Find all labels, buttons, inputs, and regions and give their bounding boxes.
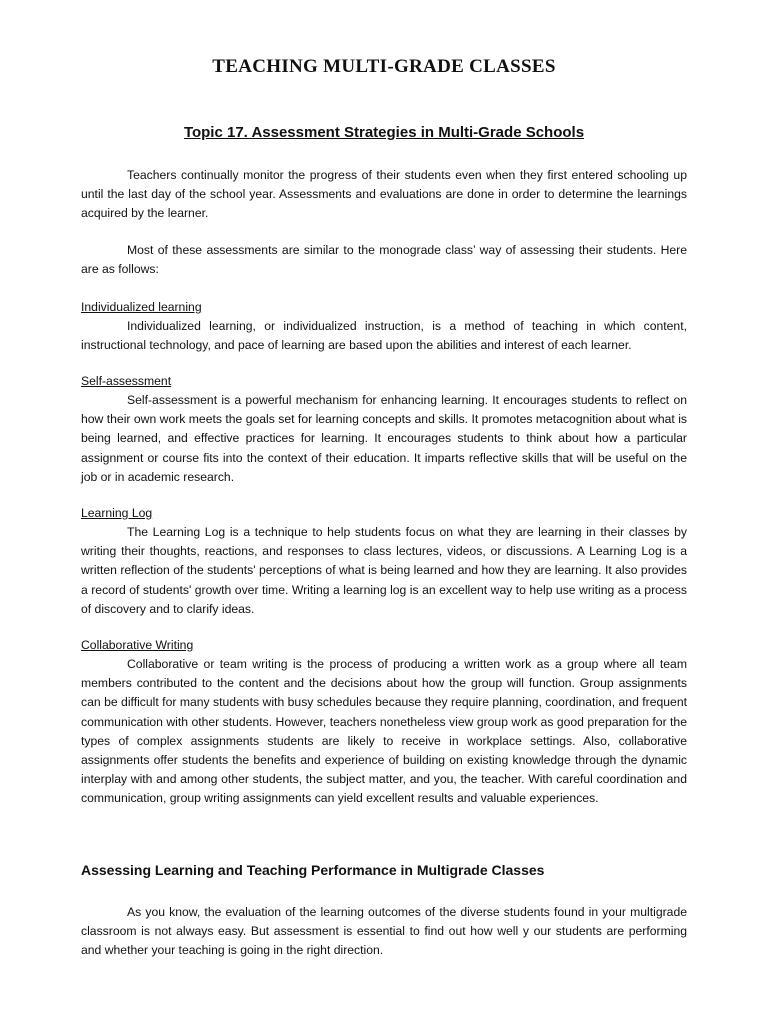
- document-title: TEACHING MULTI-GRADE CLASSES: [212, 56, 556, 77]
- heading-collaborative-writing: Collaborative Writing: [81, 638, 194, 652]
- heading-self-assessment: Self-assessment: [81, 374, 172, 388]
- intro-paragraph-2: Most of these assessments are similar to the monograde class’ way of assessing their students. Here are as follows:: [81, 243, 687, 277]
- heading-learning-log: Learning Log: [81, 506, 153, 520]
- intro-paragraph-1: Teachers continually monitor the progress of their students even when they first entered schooling up until the last day of the school year. Assessments and evaluations are done in order to determine the learnings acquired by the learner.: [81, 168, 687, 221]
- paragraph-assessing-learning: As you know, the evaluation of the learning outcomes of the diverse students found in your multigrade classroom is not always easy. But assessment is essential to find out how well y our students are performing and whether your teaching is going in the right direction.: [81, 905, 687, 958]
- paragraph-learning-log: The Learning Log is a technique to help students focus on what they are learning in their classes by writing their thoughts, reactions, and responses to class lectures, videos, or discussions. A Learning Log is a written reflection of the students' perceptions of what is being learned and how they are learning. It also provides a record of students' growth over time. Writing a learning log is an excellent way to help use writing as a process of discovery and to clarify ideas.: [81, 525, 687, 616]
- section-title-assessing-learning: Assessing Learning and Teaching Performance in Multigrade Classes: [81, 862, 545, 878]
- heading-individualized-learning: Individualized learning: [81, 300, 202, 314]
- topic-title: Topic 17. Assessment Strategies in Multi-Grade Schools: [183, 124, 585, 141]
- paragraph-individualized-learning: Individualized learning, or individualized instruction, is a method of teaching in which content, instructional technology, and pace of learning are based upon the abilities and interest of each learner.: [81, 319, 687, 353]
- paragraph-self-assessment: Self-assessment is a powerful mechanism for enhancing learning. It encourages students to reflect on how their own work meets the goals set for learning concepts and skills. It promotes metacognition about what is being learned, and effective practices for learning. It encourages students to think about how a particular assignment or course fits into the context of their education. It imparts reflective skills that will be useful on the job or in academic research.: [81, 393, 687, 484]
- paragraph-collaborative-writing: Collaborative or team writing is the process of producing a written work as a group where all team members contributed to the content and the decisions about how the group will function. Group assignments can be difficult for many students with busy schedules because they require planning, coordination, and frequent communication with other students. However, teachers nonetheless view group work as good preparation for the types of complex assignments students are likely to receive in workplace settings. Also, collaborative assignments offer students the benefits and experience of building on existing knowledge through the dynamic interplay with and among other students, the subject matter, and you, the teacher. With careful coordination and communication, group writing assignments can yield excellent results and valuable experiences.: [81, 657, 687, 806]
